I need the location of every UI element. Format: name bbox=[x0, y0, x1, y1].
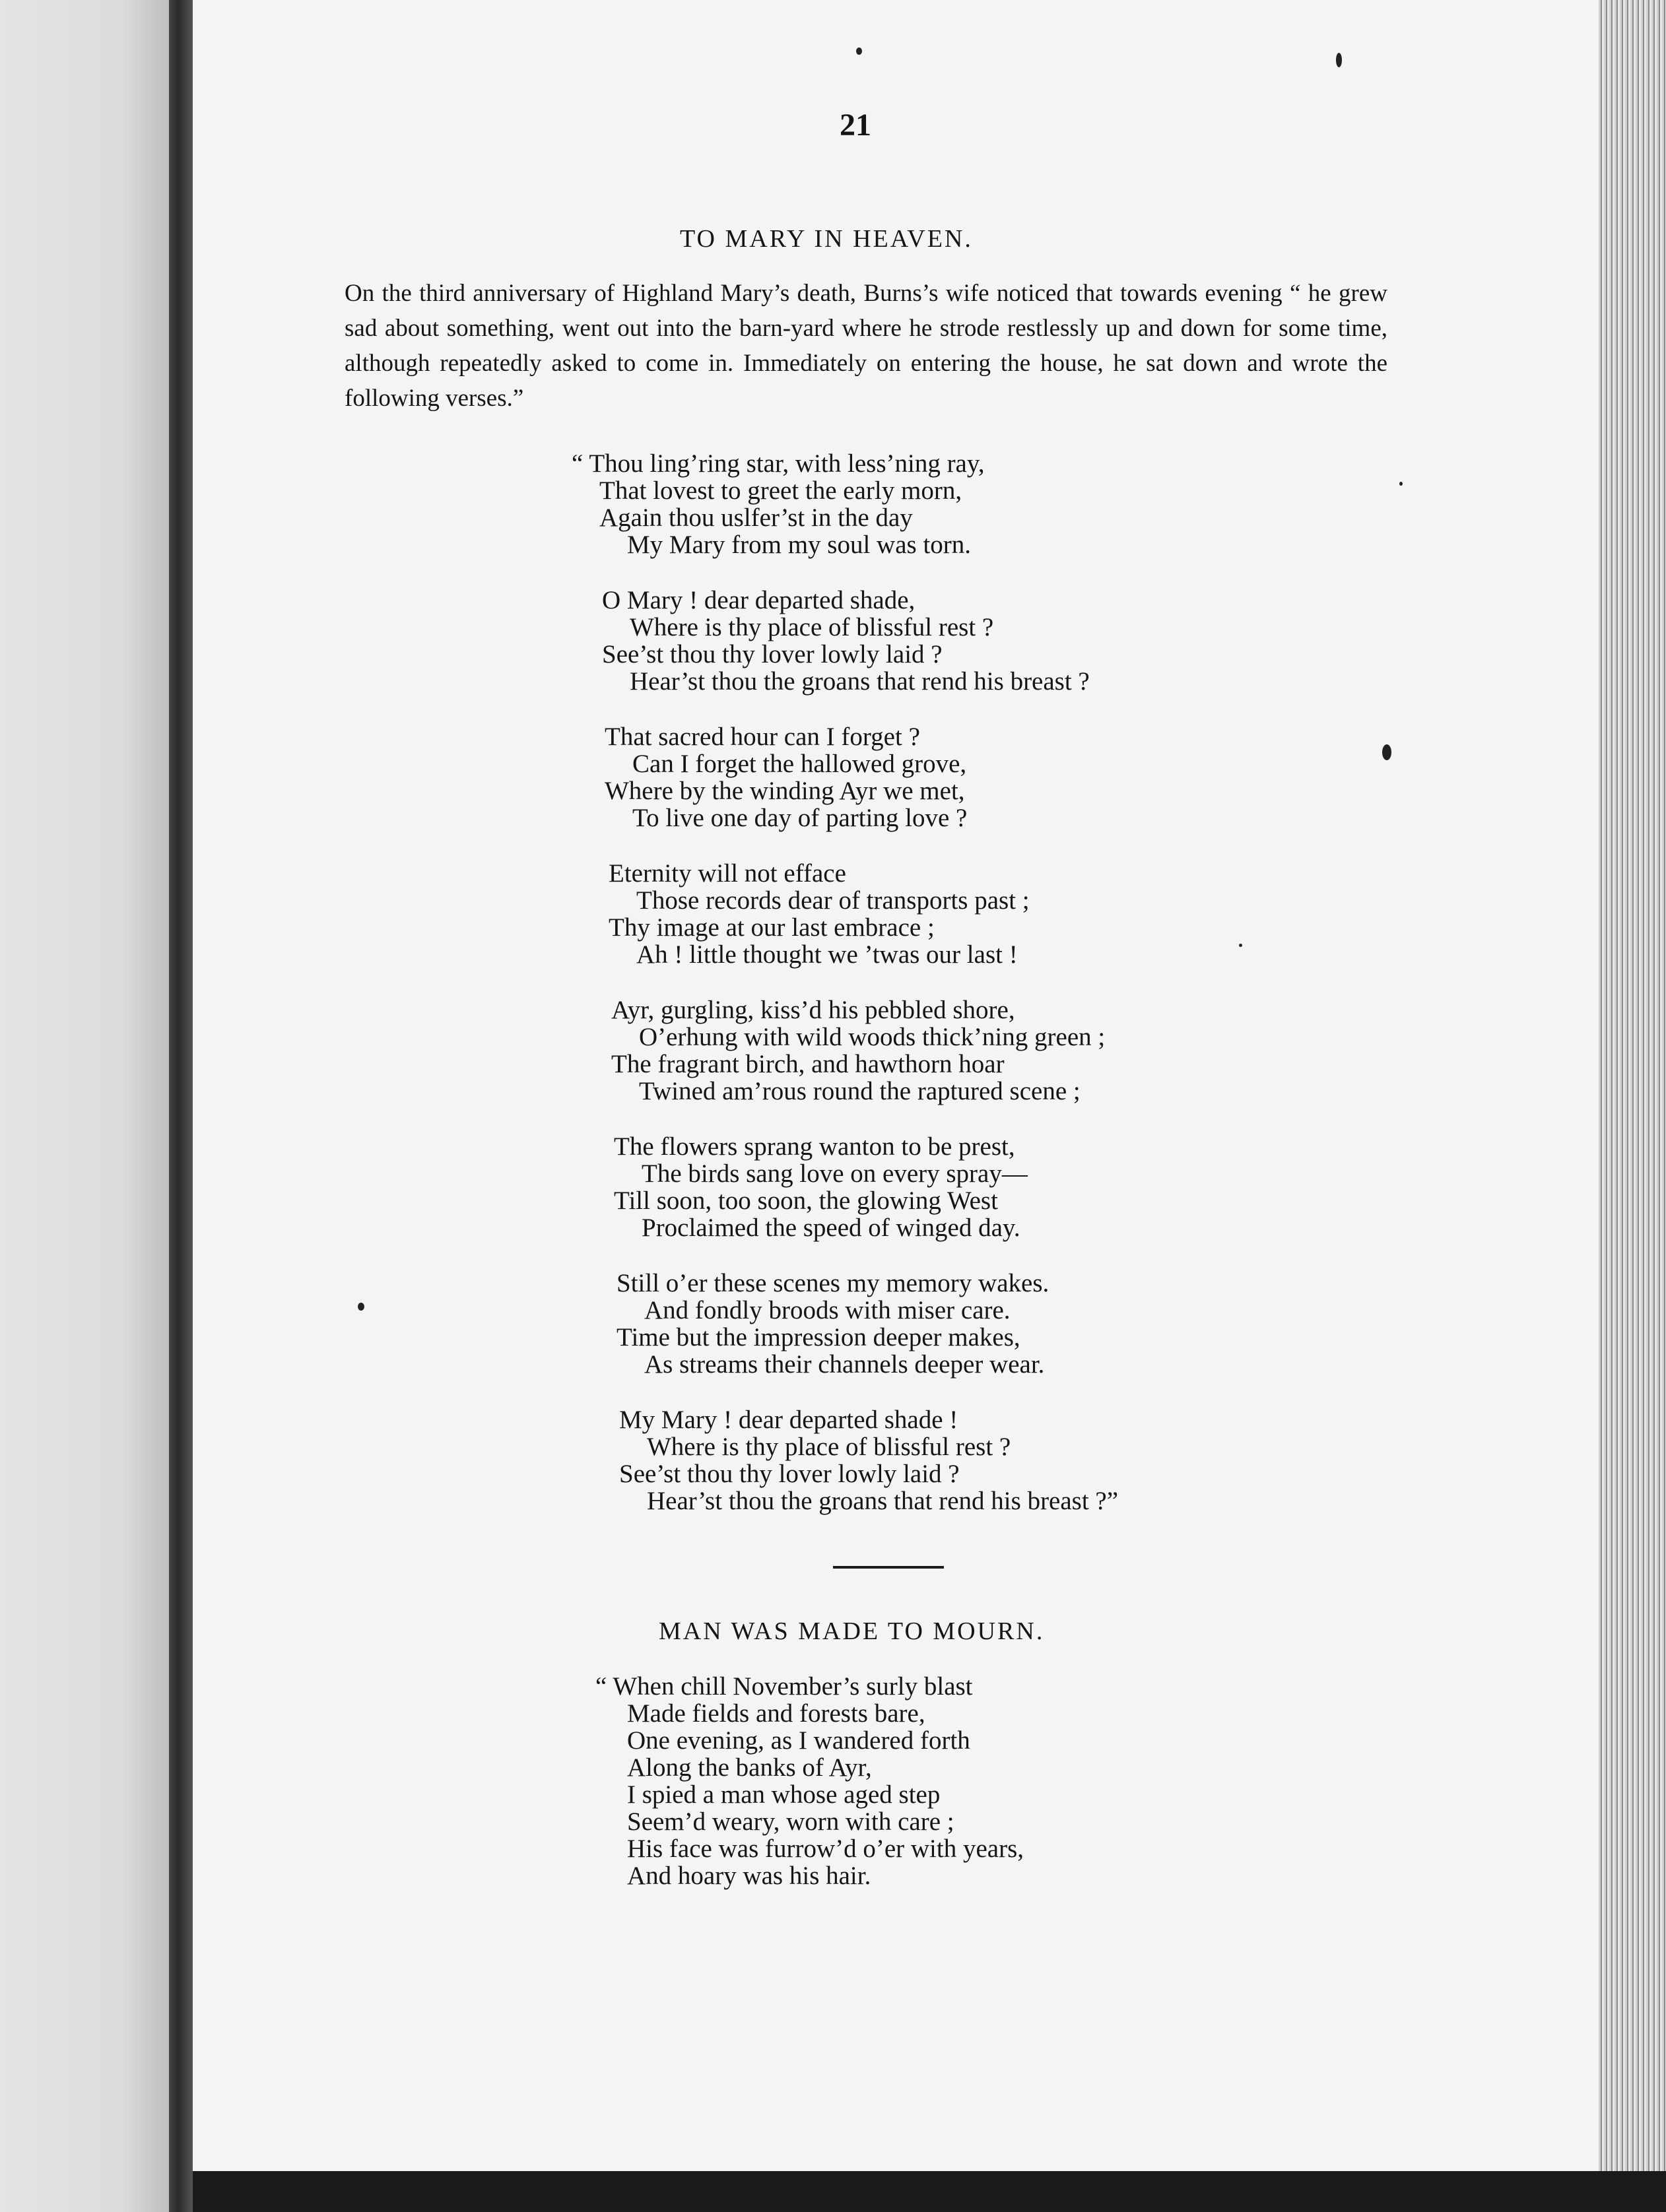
ink-speck bbox=[1239, 944, 1242, 947]
poem-line: Thy image at our last embrace ; bbox=[609, 913, 935, 942]
book-gutter bbox=[169, 0, 193, 2212]
page-bottom-shadow bbox=[193, 2171, 1666, 2212]
poem-body-man-was-made-to-mourn bbox=[595, 1673, 1024, 1889]
ink-speck bbox=[358, 1303, 364, 1311]
poem-intro-paragraph: On the third anniversary of Highland Mary’s death, Burns’s wife noticed that towards evening “ he grew sad about something, went out into the barn-yard where he strode restlessly up and down for some time, although repeatedly asked to come in. Immediately on entering the house, he sat down and wrote the following verses.” bbox=[345, 280, 1387, 412]
poem-line: Still o’er these scenes my memory wakes. bbox=[616, 1269, 1050, 1297]
poem-title-man-was-made-to-mourn: MAN WAS MADE TO MOURN. bbox=[659, 1617, 1045, 1645]
poem-line: O’erhung with wild woods thick’ning green ; bbox=[639, 1023, 1106, 1051]
stanza bbox=[572, 1133, 1118, 1241]
poem-line: Again thou uslfer’st in the day bbox=[599, 504, 913, 532]
poem-line: My Mary ! dear departed shade ! bbox=[619, 1406, 958, 1434]
poem-line: Those records dear of transports past ; bbox=[636, 886, 1030, 915]
poem-line: The flowers sprang wanton to be prest, bbox=[614, 1132, 1015, 1161]
poem-line: Where is thy place of blissful rest ? bbox=[630, 613, 994, 641]
poem-line: See’st thou thy lover lowly laid ? bbox=[619, 1460, 960, 1488]
poem-line: “ Thou ling’ring star, with less’ning ray, bbox=[572, 449, 985, 478]
ink-speck bbox=[1336, 53, 1342, 67]
poem-line: Seem’d weary, worn with care ; bbox=[627, 1807, 954, 1836]
poem-line: O Mary ! dear departed shade, bbox=[602, 586, 916, 614]
poem-line: Hear’st thou the groans that rend his breast ? bbox=[630, 667, 1090, 696]
stanza bbox=[572, 1270, 1118, 1378]
poem-line: I spied a man whose aged step bbox=[627, 1780, 941, 1809]
poem-line: Proclaimed the speed of winged day. bbox=[642, 1214, 1020, 1242]
stanza bbox=[572, 860, 1118, 968]
poem-line: Time but the impression deeper makes, bbox=[616, 1323, 1020, 1351]
poem-line: As streams their channels deeper wear. bbox=[644, 1350, 1045, 1379]
poem-line: Where is thy place of blissful rest ? bbox=[647, 1433, 1011, 1461]
stanza bbox=[572, 587, 1118, 695]
poem-line: Ayr, gurgling, kiss’d his pebbled shore, bbox=[611, 996, 1015, 1024]
poem-line: Hear’st thou the groans that rend his breast ?” bbox=[647, 1487, 1119, 1515]
poem-line: To live one day of parting love ? bbox=[632, 804, 968, 832]
poem-line: The fragrant birch, and hawthorn hoar bbox=[611, 1050, 1005, 1078]
stanza bbox=[572, 1406, 1118, 1514]
poem-title-to-mary-in-heaven: TO MARY IN HEAVEN. bbox=[680, 225, 973, 253]
stanza bbox=[572, 996, 1118, 1105]
poem-line: One evening, as I wandered forth bbox=[627, 1726, 970, 1755]
poem-line: That sacred hour can I forget ? bbox=[605, 723, 920, 751]
poem-line: My Mary from my soul was torn. bbox=[627, 531, 972, 559]
poem-line: That lovest to greet the early morn, bbox=[599, 476, 962, 505]
ink-speck bbox=[856, 48, 862, 55]
stanza bbox=[572, 450, 1118, 558]
poem-line: And hoary was his hair. bbox=[627, 1862, 871, 1890]
poem-line: Eternity will not efface bbox=[609, 859, 846, 888]
poem-line: Till soon, too soon, the glowing West bbox=[614, 1187, 998, 1215]
ink-speck bbox=[1399, 482, 1403, 486]
poem-line: The birds sang love on every spray— bbox=[642, 1159, 1028, 1188]
page-stack-edge bbox=[1599, 0, 1666, 2212]
poem-line: Where by the winding Ayr we met, bbox=[605, 777, 965, 805]
stanza bbox=[572, 723, 1118, 831]
ink-speck bbox=[1382, 744, 1391, 760]
section-divider bbox=[833, 1566, 944, 1569]
poem-body-to-mary-in-heaven bbox=[572, 450, 1118, 1514]
poem-line: Made fields and forests bare, bbox=[627, 1699, 925, 1728]
poem-line: “ When chill November’s surly blast bbox=[595, 1672, 973, 1701]
poem-line: And fondly broods with miser care. bbox=[644, 1296, 1011, 1324]
poem-line: His face was furrow’d o’er with years, bbox=[627, 1835, 1024, 1863]
poem-line: See’st thou thy lover lowly laid ? bbox=[602, 640, 943, 668]
poem-line: Twined am’rous round the raptured scene ; bbox=[639, 1077, 1081, 1105]
poem-line: Along the banks of Ayr, bbox=[627, 1753, 872, 1782]
poem-line: Can I forget the hallowed grove, bbox=[632, 750, 967, 778]
page-number: 21 bbox=[840, 108, 871, 143]
facing-page-edge bbox=[0, 0, 172, 2212]
poem-line: Ah ! little thought we ’twas our last ! bbox=[636, 940, 1018, 969]
